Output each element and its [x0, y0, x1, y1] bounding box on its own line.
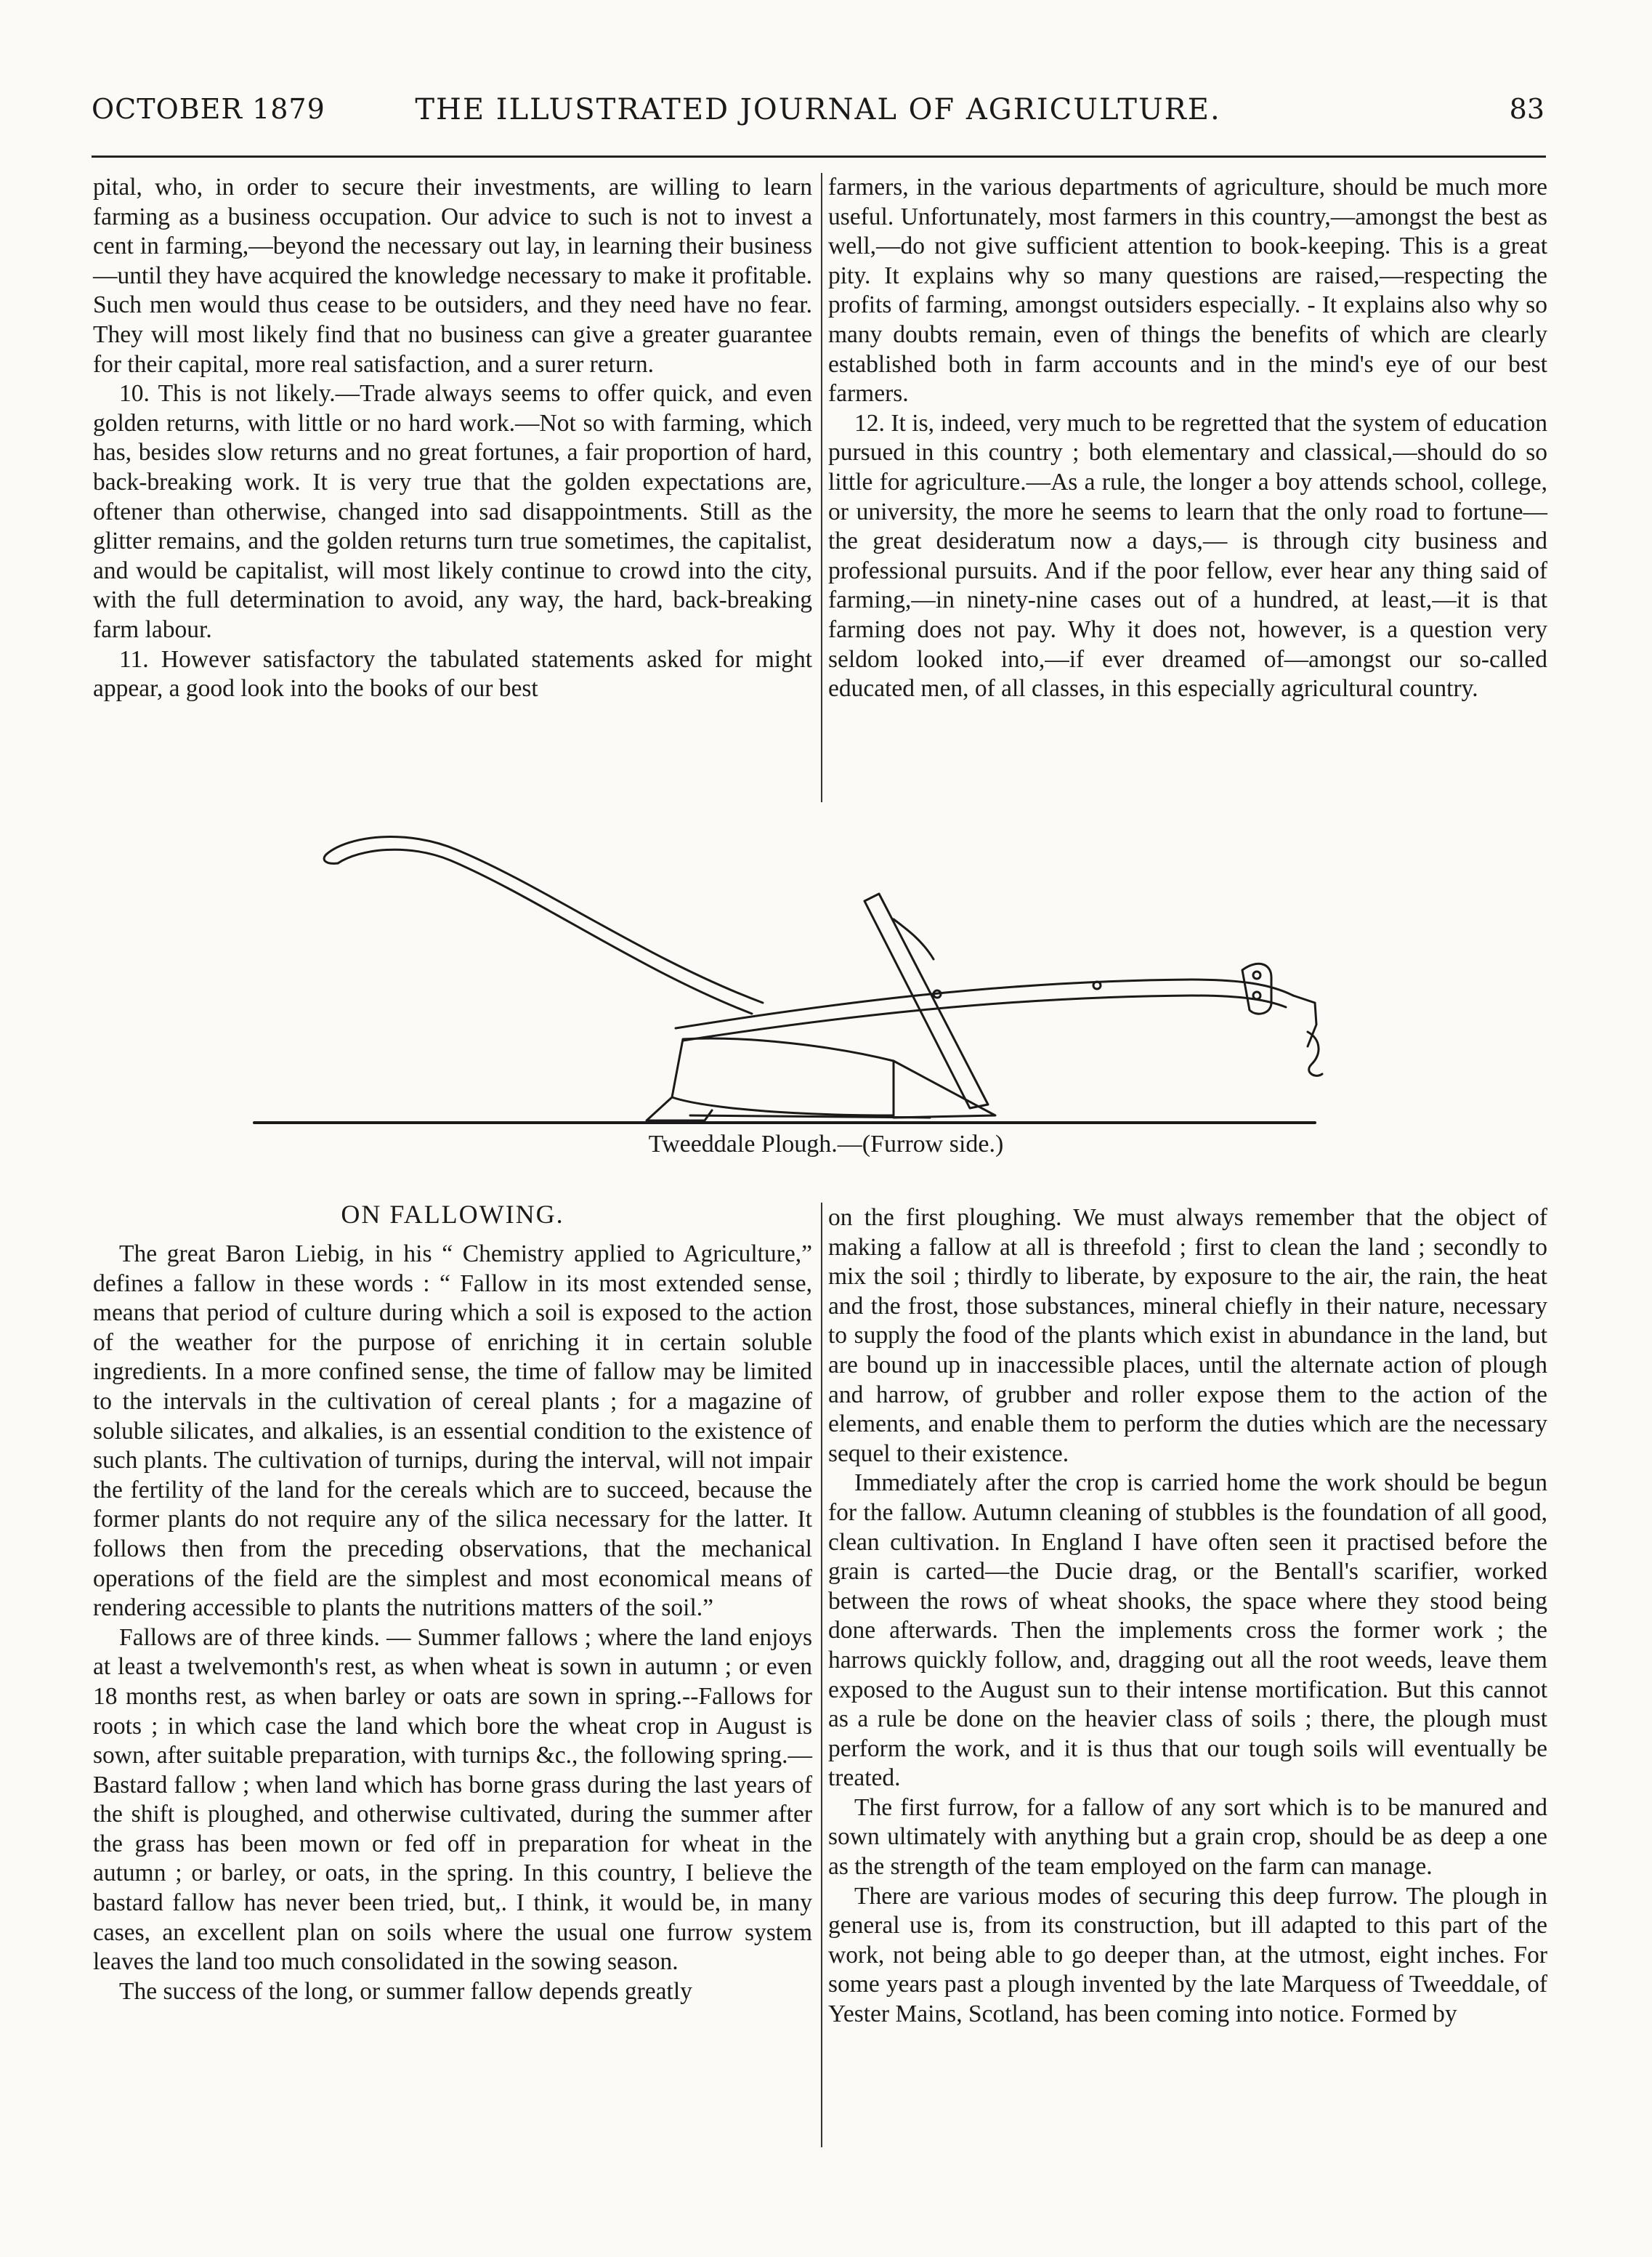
paragraph: on the first ploughing. We must always remember that the object of making a fallow at all is threefold ; first to clean the land ; secondly to mix the soil ; thirdly to liberate, by exposure to the air, the rain, the heat and the frost, those substances, mineral chiefly in their nature, necessary to supply the food of the plants which exist in abundance in the land, but are bound up in inaccessible places, until the alternate action of plough and harrow, of grubber and roller expose them to the action of the elements, and enable them to perform the duties which are the necessary sequel to their existence. [828, 1204, 1547, 1467]
paragraph: 12. It is, indeed, very much to be regretted that the system of education pursued in this country ; both elementary and classical,—should do so little for agriculture.—As a rule, the longer a boy attends school, college, or university, the more he seems to learn that the only road to fortune—the great desideratum now a days,— is through city business and professional pursuits. And if the poor fellow, ever hear any thing said of farming,—in ninety-nine cases out of a hundred, at least,—it is that farming does not pay. Why it does not, however, is a question very seldom looked into,—if ever dreamed of—amongst our so-called educated men, of all classes, in this especially agricultural country. [828, 409, 1547, 703]
paragraph: There are various modes of securing this deep furrow. The plough in general use is, from its construction, but ill adapted to this part of the work, not being able to go deeper than, at the utmost, eight inches. For some years past a plough invented by the late Marquess of Tweeddale, of Yester Mains, Scotland, has been coming into notice. Formed by [828, 1882, 1547, 2028]
plough-handle [327, 836, 763, 1003]
bottom-right-column [828, 1203, 1547, 2030]
page-number: 83 [1509, 93, 1544, 125]
paragraph: The first furrow, for a fallow of any sort which is to be manured and sown ultimately with anything but a grain crop, should be as deep a one as the strength of the team employed on the farm can manage. [828, 1793, 1547, 1881]
paragraph: pital, who, in order to secure their investments, are willing to learn farming as a business occupation. Our advice to such is not to invest a cent in farming,—beyond the necessary out lay, in learning their business—until they have acquired the knowledge necessary to make it profitable. Such men would thus cease to be outsiders, and they need have no fear. They will most likely find that no business can give a greater guarantee for their capital, more real satisfaction, and a surer return. [93, 174, 812, 378]
figure-caption: Tweeddale Plough.—(Furrow side.) [648, 1131, 1004, 1158]
paragraph: farmers, in the various departments of agriculture, should be much more useful. Unfortunately, most farmers in this country,—amongst the best as well,—do not give sufficient attention to book-keeping. This is a great pity. It explains why so many questions are raised,—respecting the profits of farming, amongst outsiders especially. - It explains also why so many doubts remain, even of things the benefits of which are clearly established both in farm accounts and in the mind's eye of our best farmers. [828, 174, 1547, 408]
top-right-column [828, 173, 1547, 704]
issue-date: OCTOBER 1879 [92, 93, 325, 125]
journal-title: THE ILLUSTRATED JOURNAL OF AGRICULTURE. [415, 93, 1221, 126]
tweeddale-plough-illustration [240, 785, 1373, 1148]
column-rule [821, 1203, 822, 2147]
bottom-left-column [93, 1240, 812, 2006]
running-head [92, 93, 1544, 137]
mouldboard [672, 1038, 894, 1115]
article-title: ON FALLOWING. [341, 1200, 564, 1229]
paragraph: 11. However satisfactory the tabulated statements asked for might appear, a good look into the books of our best [93, 645, 812, 703]
paragraph: Fallows are of three kinds. — Summer fallows ; where the land enjoys at least a twelvemonth's rest, as when wheat is sown in autumn ; or even 18 months rest, as when barley or oats are sown in spring.--Fallows for roots ; in which case the land which bore the wheat crop in August is sown, after suitable preparation, with turnips &c., the following spring.—Bastard fallow ; when land which has borne grass during the last years of the shift is ploughed, and otherwise cultivated, during the summer after the grass has been mown or fed off in preparation for wheat in the autumn ; or barley, or oats, in the spring. In this country, I believe the bastard fallow has never been tried, but,. I think, it would be, in many cases, an excellent plan on soils where the usual one furrow system leaves the land too much consolidated in the sowing season. [93, 1623, 812, 1976]
header-rule [92, 156, 1546, 158]
column-rule [821, 173, 822, 802]
top-left-column [93, 173, 812, 704]
paragraph: The great Baron Liebig, in his “ Chemistry applied to Agriculture,” defines a fallow in these words : “ Fallow in its most extended sense, means that period of culture during which a soil is exposed to the action of the weather for the purpose of enriching it in certain soluble ingredients. In a more confined sense, the time of fallow may be limited to the intervals in the cultivation of cereal plants ; for a magazine of soluble silicates, and alkalies, is an essential condition to the existence of such plants. The cultivation of turnips, during the interval, will not impair the fertility of the land for the cereals which are to succeed, because the former plants do not require any of the silica necessary for the latter. It follows then from the preceding observations, that the mechanical operations of the field are the simplest and most economical means of rendering accessible to plants the nutritions matters of the soil.” [93, 1240, 812, 1622]
paragraph: 10. This is not likely.—Trade always seems to offer quick, and even golden returns, with little or no hard work.—Not so with farming, which has, besides slow returns and no great fortunes, a fair proportion of hard, back-breaking work. It is very true that the golden expectations are, oftener than otherwise, changed into sad disappointments. Still as the glitter remains, and the golden returns turn true sometimes, the capitalist, and would be capitalist, will most likely continue to crowd into the city, with the full determination to avoid, any way, the hard, back-breaking farm labour. [93, 380, 812, 643]
paragraph: The success of the long, or summer fallow depends greatly [119, 1977, 692, 2005]
coulter [865, 894, 988, 1108]
paragraph: Immediately after the crop is carried home the work should be begun for the fallow. Autumn cleaning of stubbles is the foundation of all good, clean cultivation. In England I have often seen it practised before the grain is carted—the Ducie drag, or the Bentall's scarifier, worked between the rows of wheat shooks, the space where they stood being done afterwards. Then the implements cross the former work ; the harrows quickly follow, and, dragging out all the root weeds, leave them exposed to the August sun to their intense mortification. But this cannot as a rule be done on the heavier class of soils ; there, the plough must perform the work, and it is thus that our tough soils will eventually be treated. [828, 1469, 1547, 1792]
